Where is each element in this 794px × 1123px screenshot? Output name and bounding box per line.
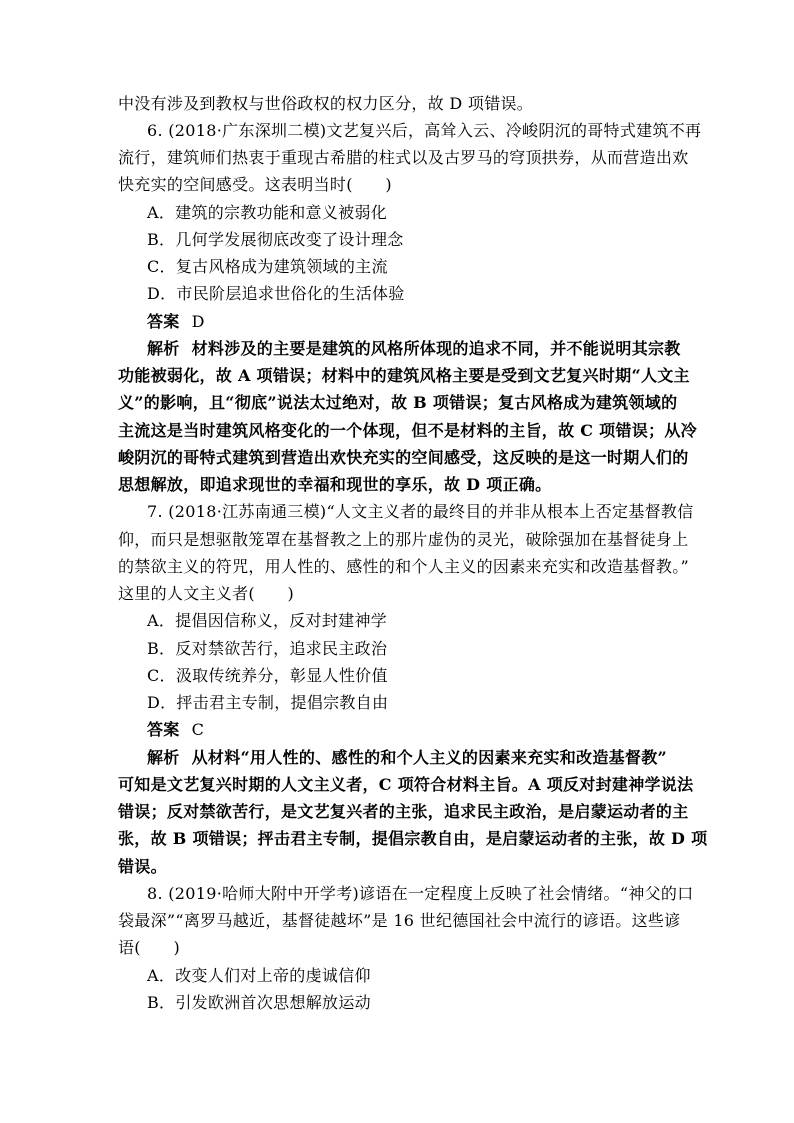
- text-line: 错误；反对禁欲苦行，是文艺复兴者的主张，追求民主政治，是启蒙运动者的主: [118, 802, 689, 821]
- text-line: 张，故 B 项错误；抨击君主专制，提倡宗教自由，是启蒙运动者的主张，故 D 项: [118, 829, 708, 848]
- option-a: A．改变人们对上帝的虔诚信仰: [147, 966, 371, 985]
- option-c: C．汲取传统养分，彰显人性价值: [147, 666, 388, 685]
- question-7-stem: 7. (2018·江苏南通三模)“人文主义者的最终目的并非从根本上否定基督教信: [147, 502, 694, 521]
- answer-value: D: [191, 312, 205, 331]
- text-line: 中没有涉及到教权与世俗政权的权力区分，故 D 项错误。: [118, 94, 534, 113]
- text-line: 快充实的空间感受。这表明当时( ): [118, 175, 392, 194]
- answer-line: [147, 720, 204, 740]
- answer-line: [147, 312, 205, 332]
- text-line: 流行，建筑师们热衷于重现古希腊的柱式以及古罗马的穹顶拱券，从而营造出欢: [118, 148, 689, 167]
- text-line: 错误。: [118, 857, 167, 876]
- text-line: 袋最深”“离罗马越近，基督徒越坏”是 16 世纪德国社会中流行的谚语。这些谚: [118, 911, 681, 930]
- text-line: 主流这是当时建筑风格变化的一个体现，但不是材料的主旨，故 C 项错误；从冷: [118, 421, 697, 440]
- analysis-label: 解析: [147, 748, 180, 767]
- answer-label: 答案: [147, 720, 180, 739]
- text-line: 峻阴沉的哥特式建筑到营造出欢快充实的空间感受，这反映的是这一时期人们的: [118, 448, 689, 467]
- answer-label: 答案: [147, 312, 180, 331]
- analysis-line: [147, 748, 667, 768]
- option-b: B．反对禁欲苦行，追求民主政治: [147, 639, 388, 658]
- text-line: 思想解放，即追求现世的幸福和现世的享乐，故 D 项正确。: [118, 475, 552, 494]
- text-line: 义”的影响，且“彻底”说法太过绝对，故 B 项错误；复古风格成为建筑领域的: [118, 393, 678, 412]
- text-line: 的禁欲主义的符咒，用人性的、感性的和个人主义的因素来充实和改造基督教。”: [118, 557, 689, 576]
- option-a: A．提倡因信称义，反对封建神学: [147, 611, 388, 630]
- analysis-text: 从材料“用人性的、感性的和个人主义的因素来充实和改造基督教”: [191, 748, 668, 767]
- text-line: 功能被弱化，故 A 项错误；材料中的建筑风格主要是受到文艺复兴时期“人文主: [118, 366, 690, 385]
- option-c: C．复古风格成为建筑领域的主流: [147, 257, 388, 276]
- option-a: A．建筑的宗教功能和意义被弱化: [147, 203, 388, 222]
- question-8-stem: 8. (2019·哈师大附中开学考)谚语在一定程度上反映了社会情绪。“神父的口: [147, 884, 694, 903]
- analysis-text: 材料涉及的主要是建筑的风格所体现的追求不同，并不能说明其宗教: [191, 339, 681, 358]
- text-line: 可知是文艺复兴时期的人文主义者，C 项符合材料主旨。A 项反对封建神学说法: [118, 775, 694, 794]
- analysis-label: 解析: [147, 339, 180, 358]
- option-b: B．几何学发展彻底改变了设计理念: [147, 230, 404, 249]
- text-line: 语( ): [118, 938, 180, 957]
- answer-value: C: [191, 720, 205, 739]
- option-d: D．市民阶层追求世俗化的生活体验: [147, 284, 405, 303]
- text-line: 这里的人文主义者( ): [118, 584, 295, 603]
- question-6-stem: 6. (2018·广东深圳二模)文艺复兴后，高耸入云、冷峻阴沉的哥特式建筑不再: [147, 121, 702, 140]
- text-line: 仰，而只是想驱散笼罩在基督教之上的那片虚伪的灵光，破除强加在基督徒身上: [118, 530, 689, 549]
- option-d: D．抨击君主专制，提倡宗教自由: [147, 693, 389, 712]
- analysis-line: [147, 339, 681, 359]
- option-b: B．引发欧洲首次思想解放运动: [147, 993, 371, 1012]
